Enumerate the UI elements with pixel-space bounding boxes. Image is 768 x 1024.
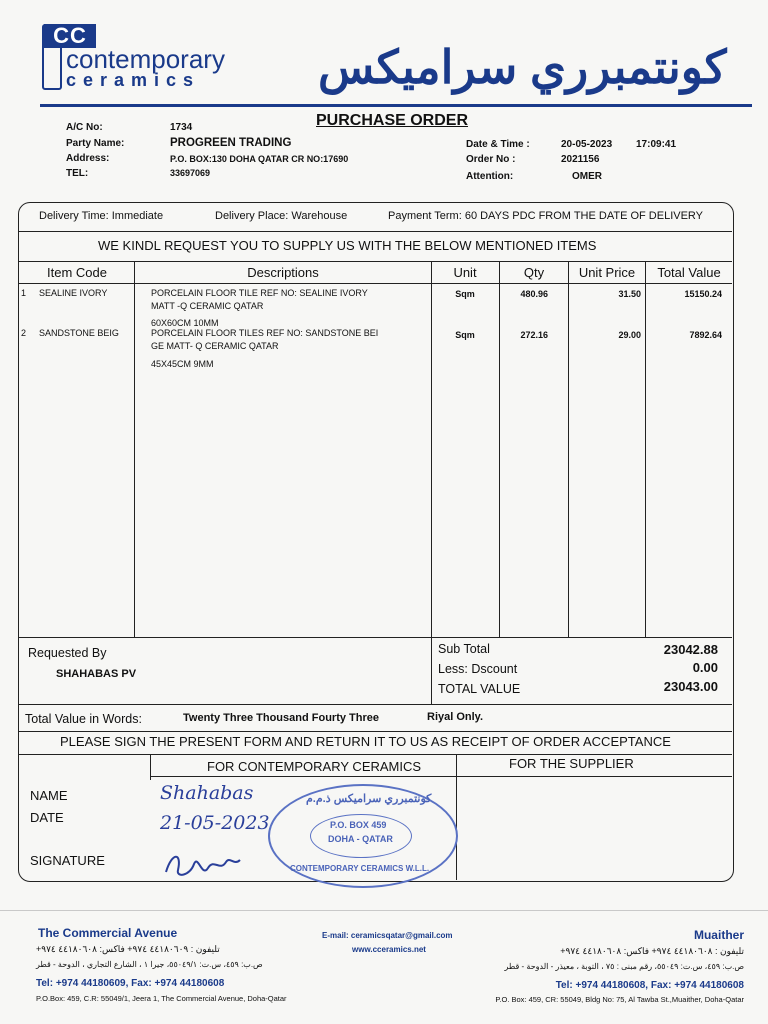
total-value-amount: 23043.00 xyxy=(663,679,718,694)
stamp-box-text: P.O. BOX 459 xyxy=(330,820,387,830)
ac-value: 1734 xyxy=(170,122,193,133)
party-name-value: PROGREEN TRADING xyxy=(170,137,292,149)
footer-left-arabic-1: تليفون : ٤٤١٨٠٦٠٩ ٩٧٤+ فاكس: ٤٤١٨٠٦٠٨ ٩٧٤+ xyxy=(36,944,220,954)
col-line-3 xyxy=(499,261,500,637)
divider-instruction xyxy=(19,754,732,755)
handwritten-name: Shahabas xyxy=(160,782,254,804)
order-no-label: Order No : xyxy=(466,154,516,165)
footer-right-tel: Tel: +974 44180608, Fax: +974 44180608 xyxy=(555,980,744,991)
order-no-value: 2021156 xyxy=(561,154,600,165)
table-cell-desc: PORCELAIN FLOOR TILE REF NO: SEALINE IVORY xyxy=(151,288,368,298)
table-cell-code: SEALINE IVORY xyxy=(39,288,108,298)
words-label: Total Value in Words: xyxy=(25,712,142,726)
discount-value: 0.00 xyxy=(692,660,718,675)
table-cell-code: SANDSTONE BEIG xyxy=(39,328,119,338)
col-unit-price: Unit Price xyxy=(578,265,636,280)
date-value: 20-05-2023 xyxy=(561,139,613,150)
total-value-label: TOTAL VALUE xyxy=(438,682,521,696)
divider-header xyxy=(19,283,732,284)
request-line: WE KINDL REQUEST YOU TO SUPPLY US WITH THE BELOW MENTIONED ITEMS xyxy=(98,238,597,253)
col-line-5 xyxy=(645,261,646,637)
col-line-1 xyxy=(134,261,135,637)
table-cell-unit: Sqm xyxy=(455,330,475,340)
table-cell-desc: PORCELAIN FLOOR TILES REF NO: SANDSTONE BEI xyxy=(151,328,379,338)
footer-left-arabic-2: ص.ب: ٤٥٩، س.ت: ٥٥٠٤٩/١، جيرا ١ ، الشارع التجاري ، الدوحة - قطر xyxy=(36,960,263,969)
for-supplier-header: FOR THE SUPPLIER xyxy=(509,756,634,771)
tel-value: 33697069 xyxy=(170,168,211,178)
footer-left-address: P.O.Box: 459, C.R: 55049/1, Jeera 1, The Commercial Avenue, Doha-Qatar xyxy=(36,994,287,1003)
handwritten-date: 21-05-2023 xyxy=(160,812,270,834)
words-value: Twenty Three Thousand Fourty Three xyxy=(183,712,379,724)
attention-value: OMER xyxy=(572,171,602,182)
logo-ceramics-text: ceramics xyxy=(66,70,201,90)
col-total-value: Total Value xyxy=(657,265,721,280)
footer-right-title: Muaither xyxy=(693,928,744,942)
footer-right-arabic-2: ص.ب: ٤٥٩، س.ت: ٥٥٠٤٩، رقم مبنى : ٧٥ ، التوبة ، معيذر - الدوحة - قطر xyxy=(504,962,744,971)
table-cell-unit-price: 29.00 xyxy=(618,330,641,340)
table-cell-unit-price: 31.50 xyxy=(618,289,641,299)
logo-contemporary-text: contemporary xyxy=(66,44,225,74)
signature-label: SIGNATURE xyxy=(30,853,105,868)
divider-totals xyxy=(19,704,732,705)
table-cell-desc: GE MATT- Q CERAMIC QATAR xyxy=(151,341,279,351)
header-divider xyxy=(40,104,752,107)
address-label: Address: xyxy=(66,153,110,164)
divider-words xyxy=(19,731,732,732)
table-cell-desc: 45X45CM 9MM xyxy=(151,359,214,369)
delivery-place: Delivery Place: Warehouse xyxy=(215,210,348,222)
divider-request xyxy=(19,261,732,262)
attention-label: Attention: xyxy=(466,171,514,182)
logo-arabic-text: كونتمبرري سراميكس xyxy=(318,41,727,93)
divider-items-end xyxy=(19,637,732,638)
footer-left-tel: Tel: +974 44180609, Fax: +974 44180608 xyxy=(36,978,225,989)
words-suffix: Riyal Only. xyxy=(427,711,484,723)
requested-by-value: SHAHABAS PV xyxy=(56,668,137,680)
footer-divider xyxy=(0,910,768,911)
stamp-english-text: CONTEMPORARY CERAMICS W.L.L. xyxy=(290,864,430,873)
tel-label: TEL: xyxy=(66,168,89,179)
footer-left-title: The Commercial Avenue xyxy=(38,926,178,940)
for-company-header: FOR CONTEMPORARY CERAMICS xyxy=(207,759,422,774)
table-cell-desc: MATT -Q CERAMIC QATAR xyxy=(151,301,264,311)
order-frame xyxy=(18,202,734,882)
party-name-label: Party Name: xyxy=(66,138,125,149)
table-cell-total: 7892.64 xyxy=(689,330,722,340)
payment-term: Payment Term: 60 DAYS PDC FROM THE DATE OF DELIVERY xyxy=(388,210,704,222)
table-cell-qty: 272.16 xyxy=(520,330,548,340)
page-title: PURCHASE ORDER xyxy=(316,112,469,129)
col-item-code: Item Code xyxy=(47,265,107,280)
sign-instruction: PLEASE SIGN THE PRESENT FORM AND RETURN IT TO US AS RECEIPT OF ORDER ACCEPTANCE xyxy=(60,734,671,749)
footer-right-arabic-1: تليفون : ٤٤١٨٠٦٠٨ ٩٧٤+ فاكس: ٤٤١٨٠٦٠٨ ٩٧٤+ xyxy=(560,946,744,956)
date-time-label: Date & Time : xyxy=(466,139,530,150)
table-cell-total: 15150.24 xyxy=(684,289,722,299)
stamp-city-text: DOHA - QATAR xyxy=(328,834,393,844)
footer-email: E-mail: ceramicsqatar@gmail.com xyxy=(322,931,453,940)
subtotal-value: 23042.88 xyxy=(663,642,718,657)
discount-label: Less: Dscount xyxy=(438,662,518,676)
subtotal-label: Sub Total xyxy=(438,642,490,656)
ac-label: A/C No: xyxy=(66,122,103,133)
table-cell-qty: 480.96 xyxy=(520,289,548,299)
address-value: P.O. BOX:130 DOHA QATAR CR NO:17690 xyxy=(170,154,349,164)
col-line-4 xyxy=(568,261,569,637)
signature-scribble xyxy=(160,842,250,882)
col-unit: Unit xyxy=(453,265,477,280)
sign-col-line-2 xyxy=(456,754,457,880)
time-value: 17:09:41 xyxy=(636,139,677,150)
requested-by-label: Requested By xyxy=(28,646,107,660)
col-qty: Qty xyxy=(523,265,545,280)
name-label: NAME xyxy=(30,788,68,803)
divider-sign-header xyxy=(150,776,732,777)
delivery-time: Delivery Time: Immediate xyxy=(39,210,164,222)
logo-cc-mark: CC xyxy=(44,24,96,48)
date-label: DATE xyxy=(30,810,64,825)
table-cell-unit: Sqm xyxy=(455,289,475,299)
divider-terms xyxy=(19,231,732,232)
stamp-arabic-text: كونتمبرري سراميكس ذ.م.م xyxy=(306,793,432,805)
col-descriptions: Descriptions xyxy=(247,265,319,280)
footer-right-address: P.O. Box: 459, CR: 55049, Bldg No: 75, Al Tawba St.,Muaither, Doha-Qatar xyxy=(495,995,744,1004)
table-row-number: 2 xyxy=(21,328,27,338)
footer-website: www.cceramics.net xyxy=(352,945,426,954)
table-cell-desc: 60X60CM 10MM xyxy=(151,318,219,328)
table-row-number: 1 xyxy=(21,288,27,298)
